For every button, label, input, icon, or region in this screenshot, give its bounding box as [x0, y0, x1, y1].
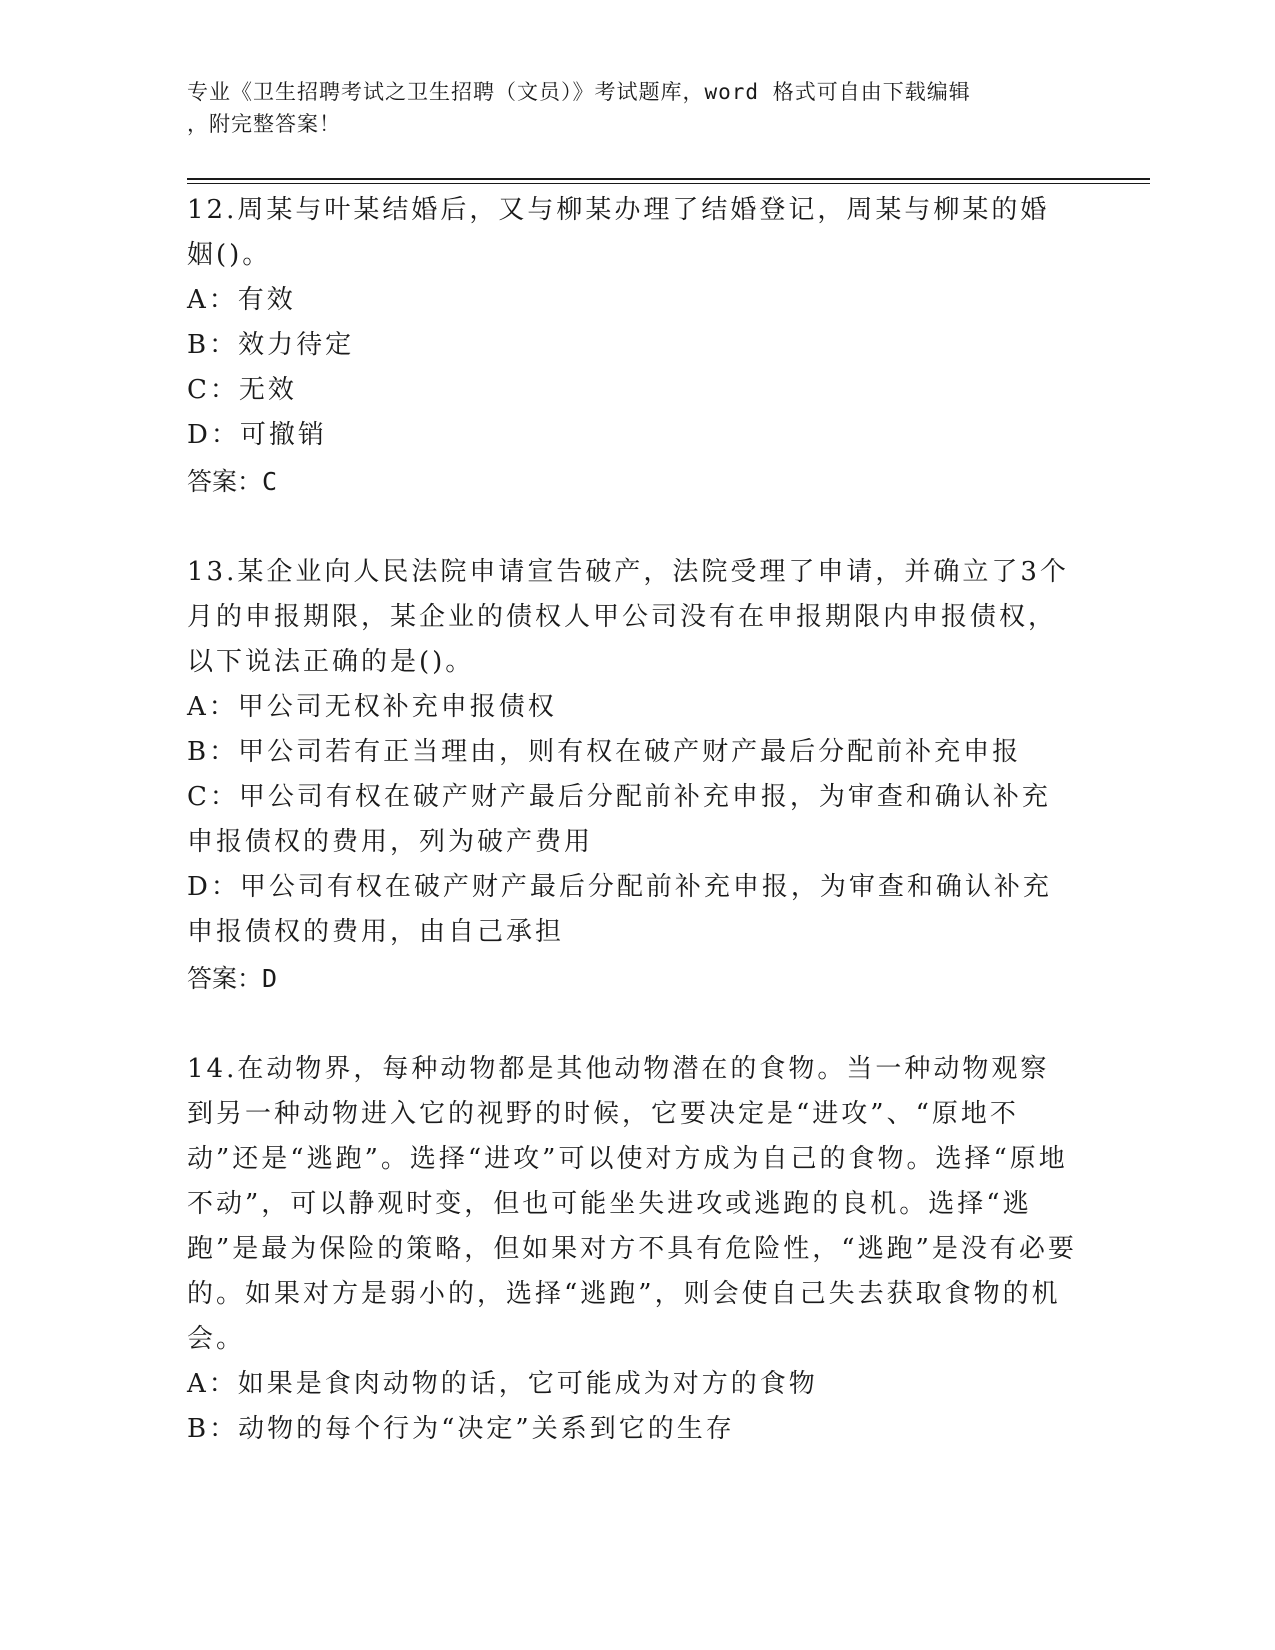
- option-b: B：效力待定: [187, 330, 355, 360]
- option-d: D：可撤销: [187, 420, 327, 450]
- option-b: B：甲公司若有正当理由，则有权在破产财产最后分配前补充申报: [187, 737, 1022, 767]
- option-c: C：无效: [187, 375, 297, 405]
- option-a: A：甲公司无权补充申报债权: [187, 692, 557, 722]
- question-text: 14.在动物界，每种动物都是其他动物潜在的食物。当一种动物观察到另一种动物进入它的视野的时候，它要决定是“进攻”、“原地不动”还是“逃跑”。选择“进攻”可以使对方成为自己的食物。选择“原地不动”，可以静观时变，但也可能坐失进攻或逃跑的良机。选择“逃跑”是最为保险的策略，但如果对方不具有危险性，“逃跑”是没有必要的。如果对方是弱小的，选择“逃跑”，则会使自己失去获取食物的机会。: [187, 1054, 1077, 1354]
- question-12: [187, 188, 1077, 506]
- option-b: B：动物的每个行为“决定”关系到它的生存: [187, 1414, 735, 1444]
- answer-label: 答案：C: [187, 467, 278, 496]
- question-text: 13.某企业向人民法院申请宣告破产，法院受理了申请，并确立了3个月的申报期限，某企业的债权人甲公司没有在申报期限内申报债权，以下说法正确的是()。: [187, 557, 1069, 677]
- question-13: [187, 550, 1077, 1003]
- option-c: C：甲公司有权在破产财产最后分配前补充申报，为审查和确认补充申报债权的费用，列为破产费用: [187, 782, 1051, 857]
- header-rule-thin: [187, 183, 1150, 184]
- header-line-1: 专业《卫生招聘考试之卫生招聘（文员）》考试题库，word 格式可自由下载编辑: [187, 80, 971, 104]
- question-text: 12.周某与叶某结婚后，又与柳某办理了结婚登记，周某与柳某的婚姻()。: [187, 195, 1050, 270]
- question-14: [187, 1047, 1077, 1452]
- option-d: D：甲公司有权在破产财产最后分配前补充申报，为审查和确认补充申报债权的费用，由自己承担: [187, 872, 1052, 947]
- header-rule-thick: [187, 178, 1150, 180]
- question-list: [187, 188, 1077, 1496]
- option-a: A：如果是食肉动物的话，它可能成为对方的食物: [187, 1369, 818, 1399]
- document-header: [187, 76, 1067, 140]
- header-line-2: ，附完整答案！: [187, 112, 341, 136]
- option-a: A：有效: [187, 285, 296, 315]
- answer-label: 答案：D: [187, 964, 278, 993]
